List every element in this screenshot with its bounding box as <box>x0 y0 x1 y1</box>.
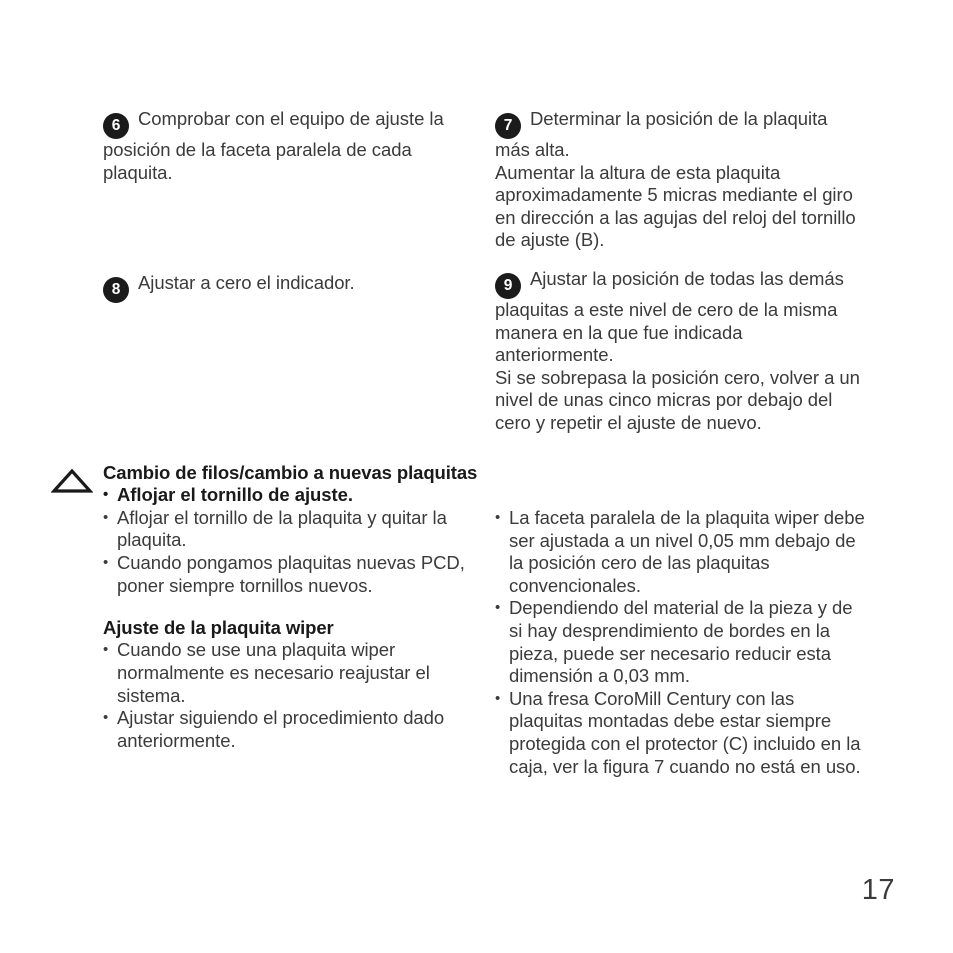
warning-triangle-icon <box>51 468 93 494</box>
step-9-paragraph-1 <box>495 268 865 367</box>
wiper-adjust-bullet-list <box>103 639 478 752</box>
step-number-badge-8: 8 <box>103 277 129 303</box>
step-8-block <box>103 272 478 303</box>
step-number-badge-7: 7 <box>495 113 521 139</box>
step-item <box>103 272 478 303</box>
step-7-text: Determinar la posición de la plaquita más alta. <box>495 108 828 160</box>
step-item <box>495 268 865 435</box>
step-9-text: Ajustar la posición de todas las demás plaquitas a este nivel de cero de la misma manera en la que fue indicada anteriormente. <box>495 268 844 366</box>
step-7-paragraph-2: Aumentar la altura de esta plaquita aproximadamente 5 micras mediante el giro en dirección a las agujas del reloj del tornillo de ajuste (B). <box>495 161 856 251</box>
list-item: • Aflojar el tornillo de la plaquita y quitar la plaquita. <box>103 507 478 552</box>
page-number: 17 <box>861 874 895 906</box>
step-7-paragraph-1 <box>495 108 865 162</box>
step-9-paragraph-2: Si se sobrepasa la posición cero, volver a un nivel de unas cinco micras por debajo del cero y repetir el ajuste de nuevo. <box>495 366 860 433</box>
step-8-text: Ajustar a cero el indicador. <box>138 272 355 293</box>
step-6-block <box>103 108 478 184</box>
list-item: • Cuando pongamos plaquitas nuevas PCD, poner siempre tornillos nuevos. <box>103 552 478 597</box>
list-item: • Aflojar el tornillo de ajuste. <box>103 484 478 507</box>
list-item: • Cuando se use una plaquita wiper normalmente es necesario reajustar el sistema. <box>103 639 478 707</box>
list-item: • Una fresa CoroMill Century con las plaquitas montadas debe estar siempre protegida con el protector (C) incluido en la caja, ver la figura 7 cuando no está en uso. <box>495 688 865 778</box>
right-notes-bullet-list <box>495 507 865 778</box>
change-inserts-section <box>103 462 478 752</box>
step-6-paragraph-1 <box>103 108 478 184</box>
step-8-paragraph-1 <box>103 272 478 303</box>
step-9-block <box>495 268 865 435</box>
change-inserts-bullet-list <box>103 484 478 597</box>
list-item: • Ajustar siguiendo el procedimiento dado anteriormente. <box>103 707 478 752</box>
list-item: • Dependiendo del material de la pieza y de si hay desprendimiento de bordes en la pieza, puede ser necesario reducir esta dimensión a 0,03 mm. <box>495 597 865 687</box>
step-number-badge-6: 6 <box>103 113 129 139</box>
step-7-block <box>495 108 865 252</box>
change-inserts-title: Cambio de filos/cambio a nuevas plaquitas <box>103 462 478 483</box>
step-item <box>495 108 865 252</box>
step-item <box>103 108 478 184</box>
wiper-adjust-title: Ajuste de la plaquita wiper <box>103 617 334 639</box>
list-item: • La faceta paralela de la plaquita wiper debe ser ajustada a un nivel 0,05 mm debajo de la posición cero de las plaquitas convencionales. <box>495 507 865 597</box>
right-notes-section <box>495 507 865 778</box>
step-6-text: Comprobar con el equipo de ajuste la posición de la faceta paralela de cada plaquita. <box>103 108 444 183</box>
step-number-badge-9: 9 <box>495 273 521 299</box>
